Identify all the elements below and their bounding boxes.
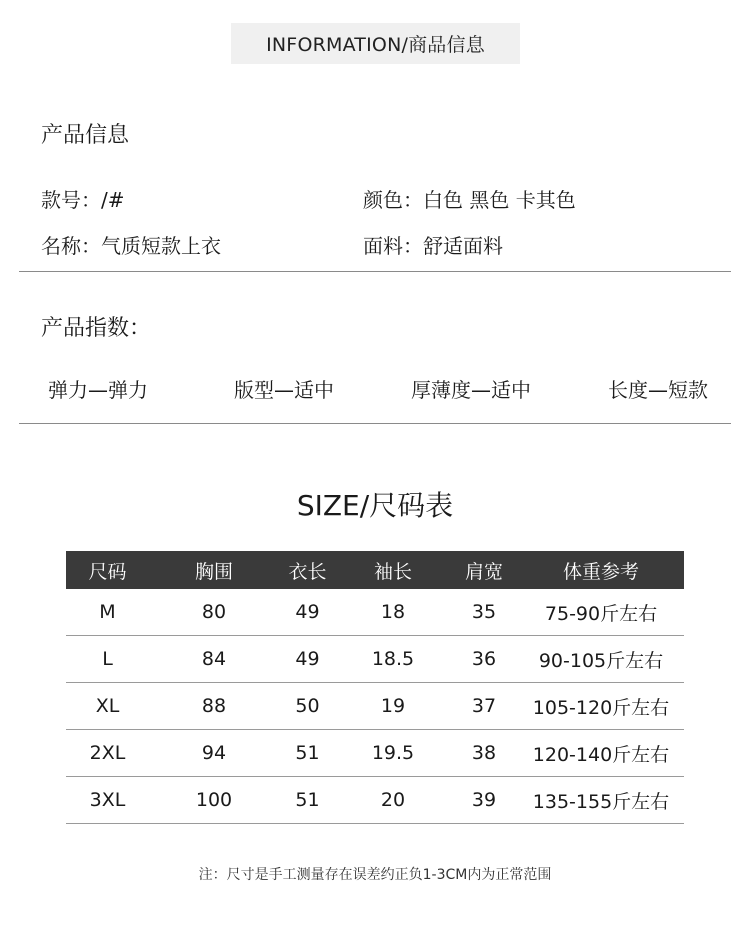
cell-chest: 88 (149, 683, 279, 730)
cell-shoulder: 35 (450, 589, 518, 636)
size-table-header (66, 551, 684, 589)
measurement-note: 注：尺寸是手工测量存在误差约正负1-3CM内为正常范围 (198, 867, 552, 883)
divider-1 (19, 271, 731, 272)
cell-weight: 135-155斤左右 (518, 777, 684, 824)
cell-shoulder: 39 (450, 777, 518, 824)
cell-length: 49 (279, 636, 336, 683)
cell-sleeve: 18.5 (336, 636, 450, 683)
cell-size: 3XL (66, 777, 149, 824)
size-chart-title: SIZE/尺码表 (296, 489, 454, 522)
color-info: 颜色：白色 黑色 卡其色 (363, 188, 576, 212)
table-row (66, 730, 684, 777)
cell-chest: 80 (149, 589, 279, 636)
cell-chest: 94 (149, 730, 279, 777)
table-row (66, 777, 684, 824)
header-size: 尺码 (66, 551, 149, 589)
cell-shoulder: 38 (450, 730, 518, 777)
cell-sleeve: 18 (336, 589, 450, 636)
cell-chest: 84 (149, 636, 279, 683)
header-length: 衣长 (279, 551, 336, 589)
cell-size: 2XL (66, 730, 149, 777)
style-number: 款号：/# (41, 188, 125, 212)
cell-size: M (66, 589, 149, 636)
index-fit: 版型—适中 (234, 378, 334, 402)
divider-2 (19, 423, 731, 424)
cell-sleeve: 19.5 (336, 730, 450, 777)
header-sleeve: 袖长 (336, 551, 450, 589)
size-table (66, 551, 684, 824)
cell-weight: 120-140斤左右 (518, 730, 684, 777)
cell-weight: 90-105斤左右 (518, 636, 684, 683)
cell-shoulder: 36 (450, 636, 518, 683)
cell-length: 50 (279, 683, 336, 730)
header-chest: 胸围 (149, 551, 279, 589)
cell-chest: 100 (149, 777, 279, 824)
cell-size: XL (66, 683, 149, 730)
header-weight: 体重参考 (518, 551, 684, 589)
cell-sleeve: 19 (336, 683, 450, 730)
table-row (66, 636, 684, 683)
product-index-title: 产品指数： (41, 316, 152, 341)
product-index-row (0, 374, 750, 404)
table-row (66, 589, 684, 636)
index-length: 长度—短款 (608, 378, 708, 402)
cell-size: L (66, 636, 149, 683)
index-elasticity: 弹力—弹力 (48, 378, 148, 402)
cell-weight: 105-120斤左右 (518, 683, 684, 730)
table-row (66, 683, 684, 730)
cell-length: 51 (279, 730, 336, 777)
cell-sleeve: 20 (336, 777, 450, 824)
header-shoulder: 肩宽 (450, 551, 518, 589)
information-banner: INFORMATION/商品信息 (231, 23, 520, 64)
cell-weight: 75-90斤左右 (518, 589, 684, 636)
cell-length: 49 (279, 589, 336, 636)
product-name: 名称：气质短款上衣 (41, 234, 221, 258)
fabric-info: 面料：舒适面料 (363, 234, 503, 258)
cell-length: 51 (279, 777, 336, 824)
index-thickness: 厚薄度—适中 (411, 378, 531, 402)
product-info-title: 产品信息 (41, 123, 130, 148)
cell-shoulder: 37 (450, 683, 518, 730)
